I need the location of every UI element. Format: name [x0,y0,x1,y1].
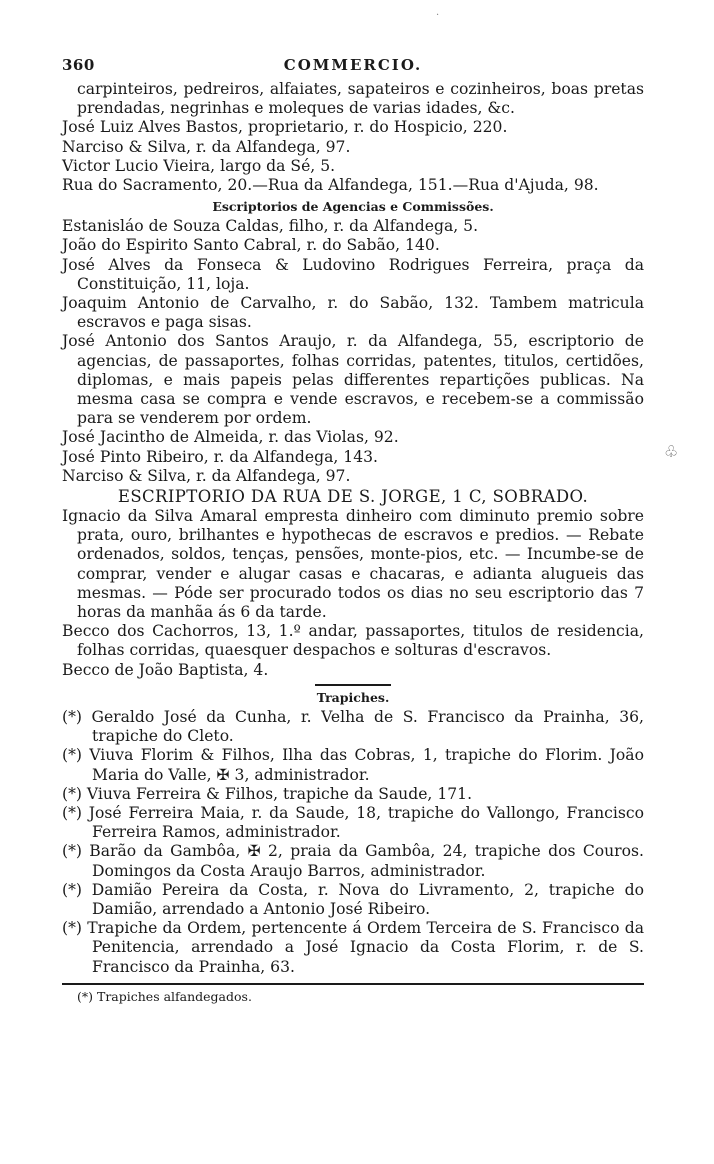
section-divider [315,684,391,686]
list-item: Rua do Sacramento, 20.—Rua da Alfandega, 151.—Rua d'Ajuda, 98. [62,176,599,195]
page-number: 360 [62,56,95,74]
list-item: Joaquim Antonio de Carvalho, r. do Sabão, 132. Tambem matricula escravos e paga sisas. [62,294,644,332]
list-item: Estanisláo de Souza Caldas, filho, r. da Alfandega, 5. [62,217,479,236]
footnote: (*) Trapiches alfandegados. [77,988,252,1004]
margin-ornament-icon: ♧ [664,442,679,461]
list-item: Victor Lucio Vieira, largo da Sé, 5. [62,156,336,175]
list-item: (*) Damião Pereira da Costa, r. Nova do Livramento, 2, trapiche do Damião, arrendado a Antonio José Ribeiro. [62,880,644,918]
list-item: José Alves da Fonseca & Ludovino Rodrigues Ferreira, praça da Constituição, 11, loja. [62,255,644,293]
section-title-agencias: Escriptorios de Agencias e Commissões. [212,199,494,215]
list-item: José Pinto Ribeiro, r. da Alfandega, 143. [62,447,379,466]
list-item: João do Espirito Santo Cabral, r. do Sabão, 140. [62,236,440,255]
page-corner-mark: · [436,10,440,21]
list-item: Narciso & Silva, r. da Alfandega, 97. [62,137,351,156]
list-item: (*) Trapiche da Ordem, pertencente á Ordem Terceira de S. Francisco da Penitencia, arrendado a José Ignacio da Costa Florim, r. de S. Francisco da Prainha, 63. [62,919,644,976]
list-item: José Luiz Alves Bastos, proprietario, r. do Hospicio, 220. [62,118,508,137]
list-item: José Jacintho de Almeida, r. das Violas, 92. [62,428,399,447]
list-item: (*) Geraldo José da Cunha, r. Velha de S. Francisco da Prainha, 36, trapiche do Cleto. [62,707,644,746]
list-item: Narciso & Silva, r. da Alfandega, 97. [62,466,351,485]
list-item: (*) Barão da Gambôa, ✠ 2, praia da Gambôa, 24, trapiche dos Couros. Domingos da Costa Araujo Barros, administrador. [62,842,644,880]
list-item: (*) Viuva Florim & Filhos, Ilha das Cobras, 1, trapiche do Florim. João Maria do Valle, ✠ 3, administrador. [62,746,644,784]
running-head: COMMERCIO. [283,56,423,74]
list-item: Becco dos Cachorros, 13, 1.º andar, passaportes, titulos de residencia, folhas corridas, quaesquer despachos e solturas d'escravos. [62,622,644,660]
section-title-trapiches: Trapiches. [316,689,390,705]
list-item: Becco de João Baptista, 4. [62,660,269,679]
list-item: Ignacio da Silva Amaral empresta dinheiro com diminuto premio sobre prata, ouro, brilhantes e hypothecas de escravos e predios. — Rebate ordenados, soldos, tenças, pensões, monte-pios, etc. — Incumbe-se de comprar, vender e alugar casas e chacaras, e adianta alugueis das mesmas. — Póde ser procurado todos os dias no seu escriptorio das 7 horas da manhãa ás 6 da tarde. [62,507,644,622]
list-item: (*) Viuva Ferreira & Filhos, trapiche da Saude, 171. [62,784,473,803]
list-item: José Antonio dos Santos Araujo, r. da Alfandega, 55, escriptorio de agencias, de passaportes, folhas corridas, patentes, titulos, certidões, diplomas, e mais papeis pelas differentes repartições publicas. Na mesma casa se compra e vende escravos, e recebem-se a commissão para se venderem por ordem. [62,332,644,428]
office-heading: ESCRIPTORIO DA RUA DE S. JORGE, 1 C, SOBRADO. [117,487,589,507]
list-item: (*) José Ferreira Maia, r. da Saude, 18, trapiche do Vallongo, Francisco Ferreira Ramos, administrador. [62,803,644,842]
book-page [62,56,644,1005]
footnote-rule [62,983,644,985]
page-header [62,56,644,78]
continued-entry: carpinteiros, pedreiros, alfaiates, sapateiros e cozinheiros, boas pretas prendadas, negrinhas e moleques de varias idades, &c. [77,80,644,118]
